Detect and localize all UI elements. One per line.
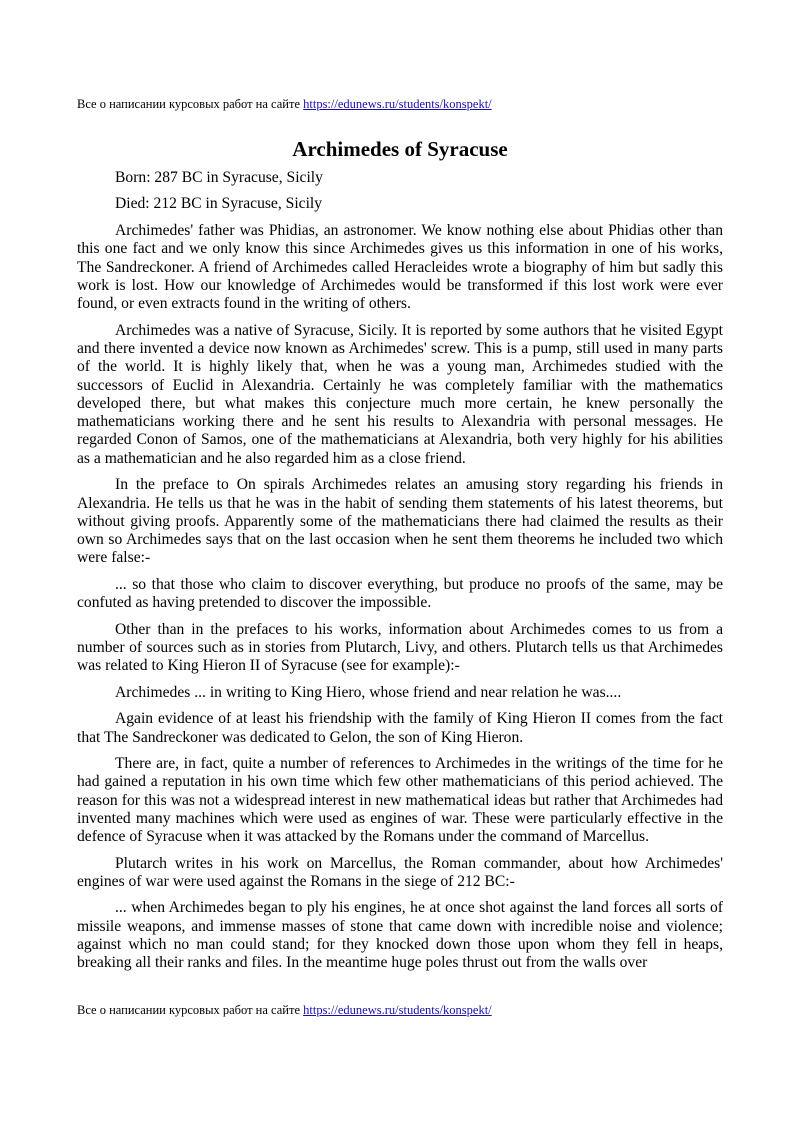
quote-paragraph: Archimedes ... in writing to King Hiero, whose friend and near relation he was....	[115, 683, 622, 701]
paragraph: In the preface to On spirals Archimedes relates an amusing story regarding his friends in Alexandria. He tells us that he was in the habit of sending them statements of his latest theorems, but without giving proofs. Apparently some of the mathematicians there had claimed the results as their own so Archimedes says that on the last occasion when he sent them theorems he included two which were false:-	[77, 476, 723, 567]
footer-note-text: Все о написании курсовых работ на сайте	[77, 1003, 304, 1017]
document-body	[77, 169, 723, 981]
header-note	[77, 97, 492, 112]
footer-note	[77, 1003, 492, 1018]
quote-paragraph: ... when Archimedes began to ply his engines, he at once shot against the land forces all sorts of missile weapons, and immense masses of stone that came down with incredible noise and violence; against which no man could stand; for they knocked down those upon whom they fell in heaps, breaking all their ranks and files. In the meantime huge poles thrust out from the walls over	[77, 899, 723, 972]
document-title: Archimedes of Syracuse	[292, 137, 508, 161]
paragraph: Archimedes' father was Phidias, an astronomer. We know nothing else about Phidias other than this one fact and we only know this since Archimedes gives us this information in one of his works, The Sandreckoner. A friend of Archimedes called Heracleides wrote a biography of him but sadly this work is lost. How our knowledge of Archimedes would be transformed if this lost work were ever found, or even extracts found in the writing of others.	[77, 221, 723, 313]
footer-link[interactable]: https://edunews.ru/students/konspekt/	[303, 1003, 492, 1017]
header-link[interactable]: https://edunews.ru/students/konspekt/	[303, 97, 492, 111]
born-line: Born: 287 BC in Syracuse, Sicily	[115, 169, 323, 186]
paragraph: There are, in fact, quite a number of references to Archimedes in the writings of the time for he had gained a reputation in his own time which few other mathematicians of this period achieved. The reason for this was not a widespread interest in new mathematical ideas but rather that Archimedes had invented many machines which were used as engines of war. These were particularly effective in the defence of Syracuse when it was attacked by the Romans under the command of Marcellus.	[77, 755, 723, 846]
paragraph: Other than in the prefaces to his works, information about Archimedes comes to us from a number of sources such as in stories from Plutarch, Livy, and others. Plutarch tells us that Archimedes was related to King Hieron II of Syracuse (see for example):-	[77, 620, 723, 675]
header-note-text: Все о написании курсовых работ на сайте	[77, 97, 304, 111]
paragraph: Again evidence of at least his friendship with the family of King Hieron II comes from the fact that The Sandreckoner was dedicated to Gelon, the son of King Hieron.	[77, 710, 723, 746]
paragraph: Plutarch writes in his work on Marcellus, the Roman commander, about how Archimedes' engines of war were used against the Romans in the siege of 212 BC:-	[77, 854, 723, 890]
died-line: Died: 212 BC in Syracuse, Sicily	[115, 195, 323, 213]
paragraph: Archimedes was a native of Syracuse, Sicily. It is reported by some authors that he visited Egypt and there invented a device now known as Archimedes' screw. This is a pump, still used in many parts of the world. It is highly likely that, when he was a young man, Archimedes studied with the successors of Euclid in Alexandria. Certainly he was completely familiar with the mathematics developed there, but what makes this conjecture much more certain, he knew personally the mathematicians working there and he sent his results to Alexandria with personal messages. He regarded Conon of Samos, one of the mathematicians at Alexandria, both very highly for his abilities as a mathematician and he also regarded him as a close friend.	[77, 321, 723, 467]
quote-paragraph: ... so that those who claim to discover everything, but produce no proofs of the same, may be confuted as having pretended to discover the impossible.	[77, 575, 723, 612]
